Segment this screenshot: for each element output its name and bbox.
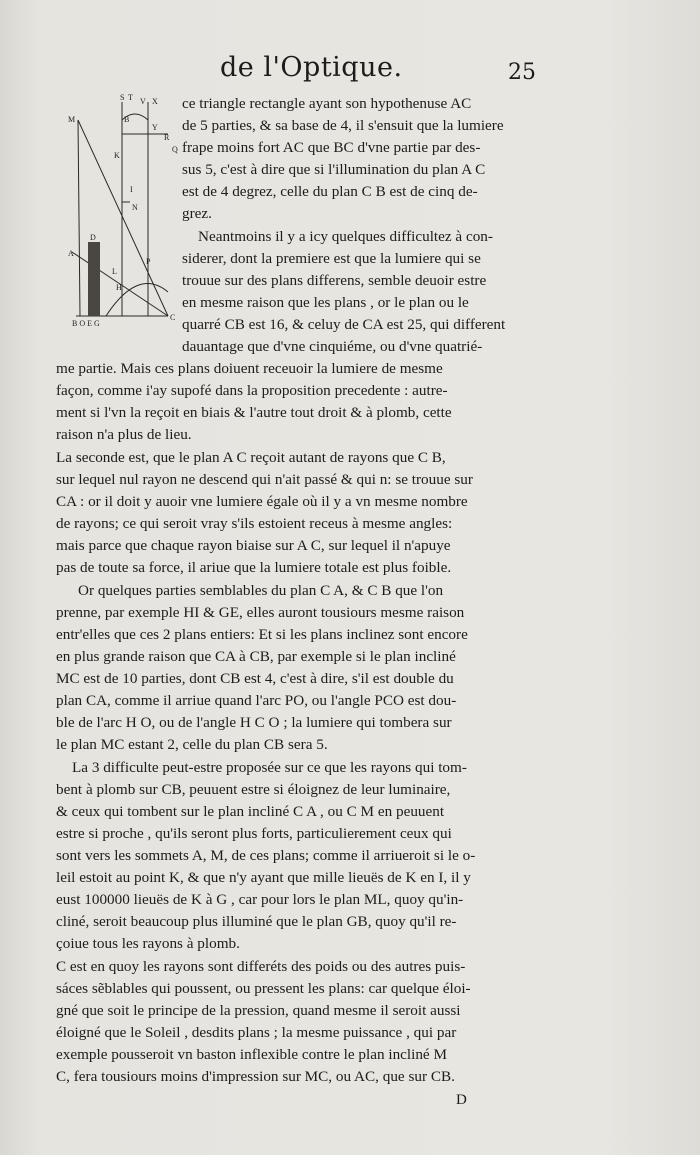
text-line: de rayons; ce qui seroit vray s'ils estoient receus à mesme angles: bbox=[56, 515, 453, 532]
text-line: dauantage que d'vne cinquiéme, ou d'vne quatrié- bbox=[182, 338, 483, 355]
label-q: Q bbox=[172, 145, 178, 154]
text-line: siderer, dont la premiere est que la lumiere qui se bbox=[182, 250, 481, 267]
label-r: R bbox=[164, 133, 170, 142]
label-s: S bbox=[120, 93, 125, 102]
label-x: X bbox=[152, 97, 158, 106]
text-line: Or quelques parties semblables du plan C A, & C B que l'on bbox=[78, 582, 444, 599]
text-line: La 3 difficulte peut-estre proposée sur ce que les rayons qui tom- bbox=[72, 759, 467, 776]
text-line: pas de toute sa force, il ariue que la lumiere totale est plus foible. bbox=[56, 559, 452, 576]
text-line: & ceux qui tombent sur le plan incliné C A , ou C M en peuuent bbox=[56, 803, 445, 820]
text-line: de 5 parties, & sa base de 4, il s'ensuit que la lumiere bbox=[182, 117, 504, 134]
text-line: C, fera tousiours moins d'impression sur MC, ou AC, que sur CB. bbox=[56, 1068, 455, 1085]
signature-mark: D bbox=[456, 1092, 467, 1108]
label-h: H bbox=[116, 283, 122, 292]
shaded-column bbox=[88, 242, 100, 316]
left-vertical-line bbox=[78, 120, 80, 316]
text-line: gné que soit le principe de la pression, quand mesme il seroit aussi bbox=[56, 1002, 461, 1019]
text-line: ble de l'arc H O, ou de l'angle H C O ; la lumiere qui tombera sur bbox=[56, 714, 452, 731]
label-a: A bbox=[68, 249, 74, 258]
text-line: éloigné que le Soleil , desdits plans ; la mesme puissance , qui par bbox=[56, 1024, 457, 1041]
text-line: bent à plomb sur CB, peuuent estre si éloignez de leur luminaire, bbox=[56, 781, 451, 798]
geometric-figure bbox=[68, 92, 186, 328]
label-l: L bbox=[112, 267, 117, 276]
text-line: sur lequel nul rayon ne descend qui n'ait passé & qui n: se trouue sur bbox=[56, 471, 473, 488]
label-n: N bbox=[132, 203, 138, 212]
label-v: V bbox=[140, 97, 146, 106]
text-line: C est en quoy les rayons sont differéts des poids ou des autres puis- bbox=[56, 958, 466, 975]
text-line: estre si proche , qu'ils seront plus forts, particulierement ceux qui bbox=[56, 825, 452, 842]
label-c: C bbox=[170, 313, 176, 322]
text-line: Neantmoins il y a icy quelques difficultez à con- bbox=[198, 228, 493, 245]
text-line: sont vers les sommets A, M, de ces plans; comme il arriueroit si le o- bbox=[56, 847, 476, 864]
text-line: entr'elles que ces 2 plans entiers: Et si les plans inclinez sont encore bbox=[56, 626, 468, 643]
label-i: I bbox=[130, 185, 133, 194]
running-title: de l'Optique. bbox=[220, 52, 403, 83]
label-b: B bbox=[124, 115, 130, 124]
text-line: sus 5, c'est à dire que si l'illumination du plan A C bbox=[182, 161, 486, 178]
label-k: K bbox=[114, 151, 120, 160]
text-line: MC est de 10 parties, dont CB est 4, c'est à dire, s'il est double du bbox=[56, 670, 454, 687]
text-line: en mesme raison que les plans , or le plan ou le bbox=[182, 294, 469, 311]
text-line: La seconde est, que le plan A C reçoit autant de rayons que C B, bbox=[56, 449, 446, 466]
text-line: mais parce que chaque rayon biaise sur A C, sur lequel il n'apuye bbox=[56, 537, 451, 554]
text-line: leil estoit au point K, & que n'y ayant que mille lieuës de K en I, il y bbox=[56, 869, 471, 886]
text-line: façon, comme i'ay supofé dans la proposition precedente : autre- bbox=[56, 382, 448, 399]
label-p: P bbox=[146, 257, 151, 266]
text-line: prenne, par exemple HI & GE, elles auront tousiours mesme raison bbox=[56, 604, 465, 621]
text-line: est de 4 degrez, celle du plan C B est de cinq de- bbox=[182, 183, 478, 200]
text-line: frape moins fort AC que BC d'vne partie par des- bbox=[182, 139, 481, 156]
text-line: plan CA, comme il arriue quand l'arc PO, ou l'angle PCO est dou- bbox=[56, 692, 457, 709]
text-line: grez. bbox=[182, 205, 212, 222]
text-line: çoiue tous les rayons à plomb. bbox=[56, 935, 240, 952]
label-d: D bbox=[90, 233, 96, 242]
text-line: le plan MC estant 2, celle du plan CB sera 5. bbox=[56, 736, 328, 753]
text-line: trouue sur des plans differens, semble deuoir estre bbox=[182, 272, 487, 289]
text-line: CA : or il doit y auoir vne lumiere égale où il y a vn mesme nombre bbox=[56, 493, 468, 510]
text-line: me partie. Mais ces plans doiuent receuoir la lumiere de mesme bbox=[56, 360, 443, 377]
text-line: eust 100000 lieuës de K à G , car pour lors le plan ML, quoy qu'in- bbox=[56, 891, 464, 908]
text-line: en plus grande raison que CA à CB, par exemple si le plan incliné bbox=[56, 648, 456, 665]
label-t: T bbox=[128, 93, 133, 102]
text-line: raison n'a plus de lieu. bbox=[56, 426, 192, 443]
text-line: exemple pousseroit vn baston inflexible contre le plan incliné M bbox=[56, 1046, 447, 1063]
text-line: cliné, seroit beaucoup plus illuminé que le plan GB, quoy qu'il re- bbox=[56, 913, 457, 930]
label-boeg: B O E G bbox=[72, 319, 100, 328]
text-line: ce triangle rectangle ayant son hypothenuse AC bbox=[182, 95, 472, 112]
figure-svg bbox=[68, 92, 186, 328]
text-line: sáces sẽblables qui poussent, ou pressent les plans: car quelque éloi- bbox=[56, 980, 471, 997]
text-line: ment si l'vn la reçoit en biais & l'autre tout droit & à plomb, cette bbox=[56, 404, 452, 421]
text-line: quarré CB est 16, & celuy de CA est 25, qui different bbox=[182, 316, 506, 333]
label-m: M bbox=[68, 115, 76, 124]
page-number: 25 bbox=[508, 60, 536, 85]
label-y: Y bbox=[152, 123, 158, 132]
